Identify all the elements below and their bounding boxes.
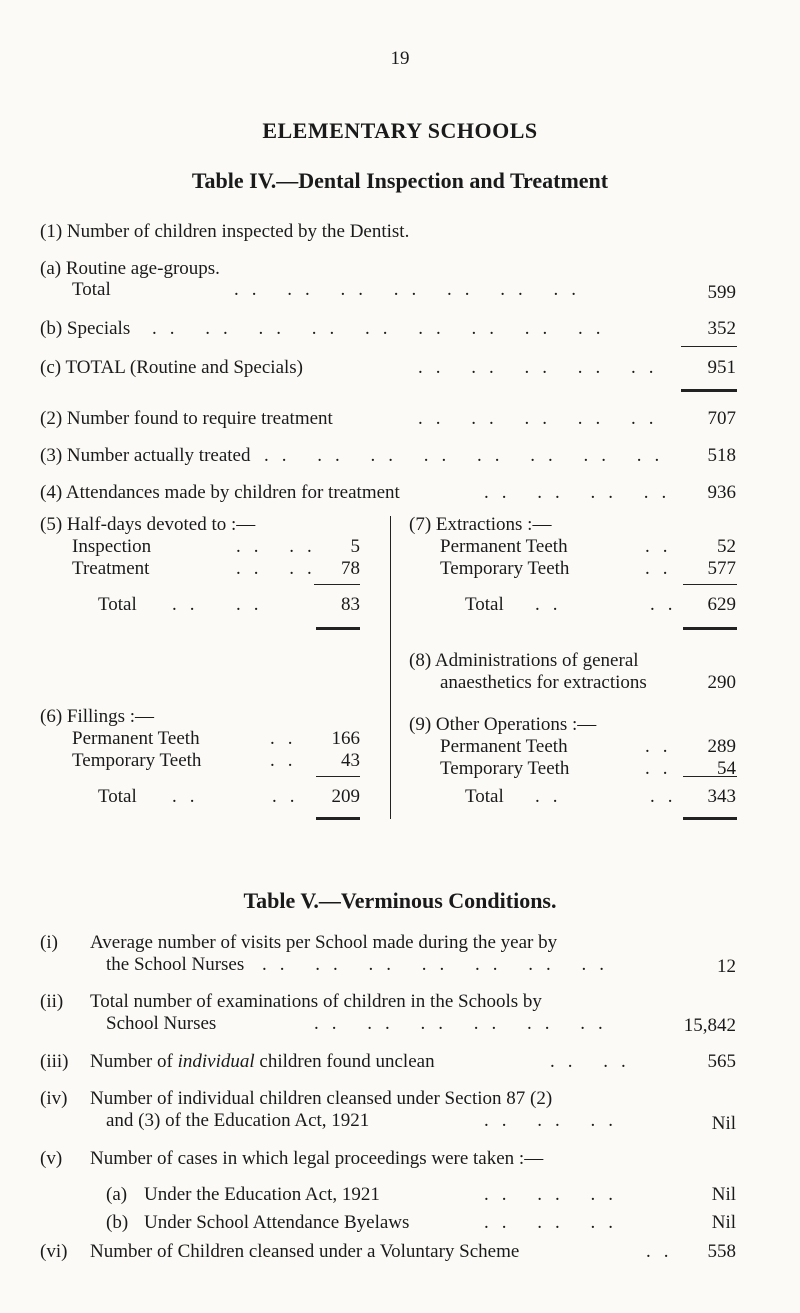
table-v-row-num: (i) [40, 932, 58, 953]
text-emphasis: individual [177, 1051, 255, 1072]
table-v-row-num: (ii) [40, 991, 64, 1012]
dot-leader: .. .. .. .. .. [418, 357, 667, 378]
table-v-row-text: Number of individual children cleansed under Section 87 (2) [90, 1088, 553, 1109]
page-heading: ELEMENTARY SCHOOLS [262, 118, 538, 143]
dot-leader: .. .. .. [484, 1110, 626, 1131]
dot-leader: .. .. .. .. .. .. .. .. [264, 445, 673, 466]
table-v-row-value: 12 [717, 956, 736, 977]
item-1b-value: 352 [707, 318, 736, 339]
dot-leader: .. [645, 736, 681, 757]
total-double-rule [316, 817, 360, 820]
item-1a-value: 599 [707, 282, 736, 303]
item-1-label: (1) Number of children inspected by the Dentist. [40, 221, 410, 242]
dot-leader: .. [646, 1241, 682, 1262]
subtotal-rule [683, 584, 737, 585]
table-v-row-value: 565 [707, 1051, 736, 1072]
item-3-label: (3) Number actually treated [40, 445, 251, 466]
table-v-row-text: Number of cases in which legal proceedings were taken :— [90, 1148, 544, 1169]
item-5-row-value: 5 [350, 536, 360, 557]
item-7-row-label: Temporary Teeth [440, 558, 570, 579]
dot-leader: .. .. .. [484, 1184, 626, 1205]
dot-leader: .. .. .. .. .. .. .. [262, 954, 617, 975]
dot-leader: .. [172, 786, 208, 807]
dot-leader: .. [645, 536, 681, 557]
item-1c-label: (c) TOTAL (Routine and Specials) [40, 357, 304, 378]
table-v-row-value: 558 [707, 1241, 736, 1262]
table-v-row-text: School Nurses [106, 1013, 217, 1034]
dot-leader: .. .. .. .. .. .. .. [234, 279, 589, 300]
table-iv-title: Table IV.—Dental Inspection and Treatment [191, 168, 609, 193]
dot-leader: .. [650, 786, 686, 807]
page-number: 19 [390, 48, 410, 69]
item-7-total-label: Total [465, 594, 504, 615]
table-v-row-value: Nil [711, 1113, 736, 1134]
table-v-row-text: Total number of examinations of children in the Schools by [90, 991, 542, 1012]
item-5-row-value: 78 [341, 558, 360, 579]
table-v-row-num: (v) [40, 1148, 63, 1169]
text-before: Number of [90, 1051, 178, 1072]
subtotal-rule [314, 584, 360, 585]
item-6-label: (6) Fillings :— [40, 706, 155, 727]
dot-leader: .. .. .. .. .. .. .. .. .. [152, 318, 614, 339]
dot-leader: .. .. [236, 536, 325, 557]
item-9-label: (9) Other Operations :— [409, 714, 597, 735]
item-6-total-label: Total [98, 786, 137, 807]
dot-leader: .. [650, 594, 686, 615]
item-7-row-label: Permanent Teeth [440, 536, 568, 557]
item-1a-total-label: Total [72, 279, 111, 300]
dot-leader: .. .. [236, 558, 325, 579]
table-v-row-text: the School Nurses [106, 954, 245, 975]
item-1c-value: 951 [707, 357, 736, 378]
table-v-row-num: (iii) [40, 1051, 69, 1072]
table-v-row-value: Nil [711, 1184, 736, 1205]
dot-leader: .. [272, 786, 308, 807]
item-7-total-value: 629 [707, 594, 736, 615]
table-v-row-value: Nil [711, 1212, 736, 1233]
item-6-row-value: 43 [341, 750, 360, 771]
subtotal-rule [683, 776, 737, 777]
column-divider [390, 516, 391, 819]
total-double-rule [683, 817, 737, 820]
dot-leader: .. [645, 758, 681, 779]
item-8-value: 290 [707, 672, 736, 693]
total-double-rule [683, 627, 737, 630]
dot-leader: .. [270, 750, 306, 771]
dot-leader: .. .. .. .. .. [418, 408, 667, 429]
dot-leader: .. .. .. .. .. .. [314, 1013, 616, 1034]
item-6-row-label: Temporary Teeth [72, 750, 202, 771]
item-8-label-line1: (8) Administrations of general [409, 650, 639, 671]
item-9-row-label: Permanent Teeth [440, 736, 568, 757]
item-6-row-label: Permanent Teeth [72, 728, 200, 749]
text-after: children found unclean [254, 1051, 435, 1072]
table-v-subrow-num: (a) [106, 1184, 128, 1205]
subtotal-rule [316, 776, 360, 777]
dot-leader: .. .. [550, 1051, 639, 1072]
item-1b-label: (b) Specials [40, 318, 131, 339]
table-v-subrow-text: Under School Attendance Byelaws [144, 1212, 410, 1233]
item-5-total-label: Total [98, 594, 137, 615]
dot-leader: .. [535, 594, 571, 615]
item-9-row-value: 289 [707, 736, 736, 757]
item-5-total-value: 83 [341, 594, 360, 615]
table-v-subrow-num: (b) [106, 1212, 129, 1233]
item-1a-label: (a) Routine age-groups. [40, 258, 220, 279]
item-7-row-value: 577 [707, 558, 736, 579]
item-2-value: 707 [707, 408, 736, 429]
dot-leader: .. [172, 594, 208, 615]
table-v-row-text: and (3) of the Education Act, 1921 [106, 1110, 370, 1131]
item-9-row-label: Temporary Teeth [440, 758, 570, 779]
table-v-row-num: (vi) [40, 1241, 68, 1262]
table-v-row-value: 15,842 [683, 1015, 736, 1036]
total-double-rule [681, 389, 737, 392]
dot-leader: .. .. .. [484, 1212, 626, 1233]
total-double-rule [316, 627, 360, 630]
item-5-row-label: Treatment [72, 558, 150, 579]
table-v-row-text: Average number of visits per School made during the year by [90, 932, 558, 953]
item-4-value: 936 [707, 482, 736, 503]
dot-leader: .. [270, 728, 306, 749]
item-3-value: 518 [707, 445, 736, 466]
item-7-label: (7) Extractions :— [409, 514, 552, 535]
dot-leader: .. [645, 558, 681, 579]
item-5-label: (5) Half-days devoted to :— [40, 514, 256, 535]
dot-leader: .. [535, 786, 571, 807]
item-6-row-value: 166 [331, 728, 360, 749]
item-4-label: (4) Attendances made by children for treatment [40, 482, 400, 503]
item-9-total-label: Total [465, 786, 504, 807]
item-6-total-value: 209 [331, 786, 360, 807]
item-9-total-value: 343 [707, 786, 736, 807]
table-v-row-text [90, 1051, 435, 1073]
item-5-row-label: Inspection [72, 536, 152, 557]
dot-leader: .. [236, 594, 272, 615]
table-v-row-num: (iv) [40, 1088, 68, 1109]
item-2-label: (2) Number found to require treatment [40, 408, 333, 429]
table-v-row-text: Number of Children cleansed under a Voluntary Scheme [90, 1241, 520, 1262]
table-v-title: Table V.—Verminous Conditions. [243, 888, 557, 913]
item-8-label-line2: anaesthetics for extractions [440, 672, 647, 693]
dot-leader: .. .. .. .. [484, 482, 680, 503]
item-9-row-value: 54 [717, 758, 736, 779]
item-7-row-value: 52 [717, 536, 736, 557]
table-v-subrow-text: Under the Education Act, 1921 [144, 1184, 380, 1205]
subtotal-rule [681, 346, 737, 347]
